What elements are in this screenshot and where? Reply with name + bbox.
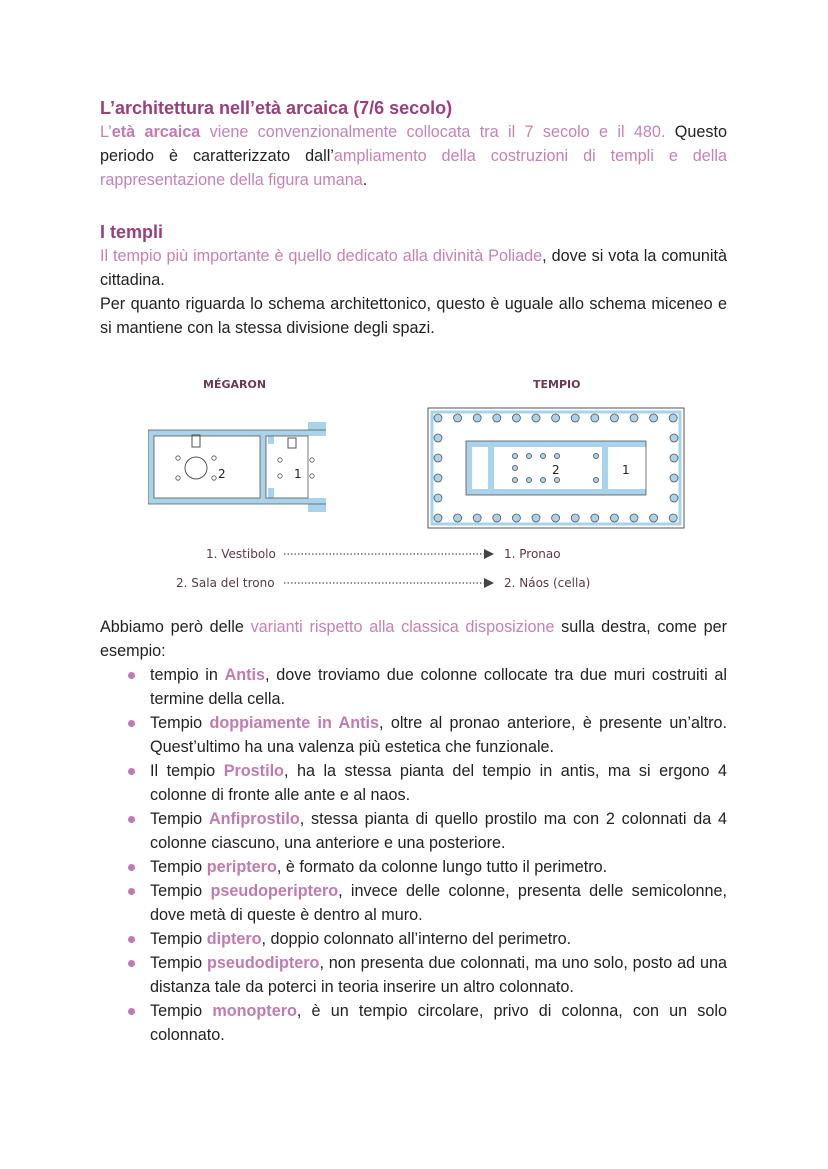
column-icon [434,514,442,522]
text-fragment: L’ [100,123,112,141]
paragraph-schema: Per quanto riguarda lo schema architettonico, questo è uguale allo schema miceneo e si mantiene con la stessa divisione degli spazi. [100,295,727,337]
megaron-title: MÉGARON [203,378,267,391]
column-icon [512,453,517,458]
item-term: diptero [206,930,262,948]
column-icon [591,414,599,422]
item-term: Prostilo [223,762,284,780]
column-icon [554,477,559,482]
list-item [124,999,727,1047]
bullet-icon [128,864,135,871]
section-title-templi: I templi [100,222,164,242]
bullet-icon [128,720,135,727]
column-icon [670,454,678,462]
variant-list [124,663,727,1047]
arrow-head-2 [484,578,494,588]
item-prefix: Tempio [150,930,207,948]
column-icon [526,453,531,458]
column-icon [610,414,618,422]
item-text: , invece delle colonne, presenta delle semicolonne, dove metà di queste è dentro al muro. [150,882,727,924]
column-icon [434,454,442,462]
column-icon [571,414,579,422]
item-prefix: Tempio [150,1002,213,1020]
tempio-plan [428,408,684,528]
item-prefix: Tempio [150,714,210,732]
item-term: Anfiprostilo [208,810,300,828]
column-icon [473,514,481,522]
column-icon [512,514,520,522]
item-text: , dove troviamo due colonne collocate tra due muri costruiti al termine della cella. [150,666,727,708]
column-icon [610,514,618,522]
column-icon [512,414,520,422]
list-item [124,807,727,855]
column-icon [540,453,545,458]
item-text: , è un tempio circolare, privo di colonna, con un solo colonnato. [150,1002,728,1044]
section-varianti [100,615,727,1047]
item-term: pseudodiptero [207,954,320,972]
column-icon [552,414,560,422]
list-item [124,663,727,711]
column-icon [532,514,540,522]
column-icon [434,474,442,482]
column-icon [493,514,501,522]
column-icon [591,514,599,522]
item-term: pseudoperiptero [210,882,339,900]
column-icon [512,465,517,470]
text-fragment: Abbiamo però delle [100,618,251,636]
text-fragment: . [362,171,368,189]
item-prefix: tempio in [150,666,225,684]
item-prefix: Tempio [150,882,211,900]
legend-pronao: 1. Pronao [504,547,561,561]
megaron-tempio-figure [148,372,703,602]
column-icon [630,514,638,522]
item-text: , ha la stessa pianta del tempio in antis, ma si ergono 4 colonne di fronte alle ante e al naos. [150,762,727,804]
item-term: monoptero [212,1002,297,1020]
item-text: , doppio colonnato all’interno del perimetro. [261,930,572,948]
list-item [124,855,727,879]
column-icon [571,514,579,522]
paragraph-varianti [100,615,727,663]
item-prefix: Il tempio [150,762,224,780]
column-icon [434,414,442,422]
column-icon [454,514,462,522]
list-item [124,879,727,927]
bullet-icon [128,768,135,775]
text-fragment: , dove si vota la comunità cittadina. [100,247,728,289]
bullet-icon [128,1008,135,1015]
column-icon [650,414,658,422]
column-icon [670,494,678,502]
column-icon [593,453,598,458]
list-item [124,927,727,951]
text-highlight: varianti rispetto alla classica disposizione [250,618,555,636]
column-icon [532,414,540,422]
item-term: periptero [206,858,277,876]
floor-plan-diagram [148,372,703,602]
list-item [124,759,727,807]
megaron-room-1-label: 1 [294,467,302,481]
tempio-title: TEMPIO [533,378,581,391]
column-icon [434,494,442,502]
bullet-icon [128,888,135,895]
bullet-icon [128,672,135,679]
item-text: , non presenta due colonnati, ma uno solo, posto ad una distanza tale da poterci in teoria inserire un altro colonnato. [150,954,727,996]
column-icon [493,414,501,422]
column-icon [473,414,481,422]
bullet-icon [128,816,135,823]
column-icon [554,453,559,458]
item-term: doppiamente in Antis [209,714,380,732]
text-highlight: ampliamento della costruzioni di templi e della rappresentazione della figura umana [100,147,727,189]
column-icon [670,434,678,442]
column-icon [434,434,442,442]
item-text: , è formato da colonne lungo tutto il perimetro. [276,858,608,876]
column-icon [540,477,545,482]
legend-vestibolo: 1. Vestibolo [206,547,276,561]
item-text: , stessa pianta di quello prostilo ma con 2 colonnati da 4 colonne ciascuno, una anteriore e una posteriore. [150,810,727,852]
tempio-room-2-label: 2 [552,463,560,477]
item-term: Antis [224,666,266,684]
term-eta-arcaica: età arcaica [111,123,201,141]
text-fragment: sulla destra, come per esempio: [100,618,728,660]
column-icon [670,474,678,482]
bullet-icon [128,960,135,967]
text-fragment: viene convenzionalmente collocata tra il 7 secolo e il 480. [200,123,666,141]
section-title-architettura: L’architettura nell’età arcaica (7/6 secolo) [100,98,453,118]
column-icon [669,414,677,422]
megaron-room-2-label: 2 [218,467,226,481]
section-architettura-arcaica [100,96,727,192]
section-templi [100,220,727,340]
column-icon [512,477,517,482]
column-icon [593,477,598,482]
arrow-head-1 [484,549,494,559]
column-icon [454,414,462,422]
legend-naos: 2. Náos (cella) [504,576,591,590]
item-prefix: Tempio [150,858,207,876]
legend-sala-trono: 2. Sala del trono [176,576,275,590]
megaron-plan [148,422,326,512]
column-icon [552,514,560,522]
text-highlight: Il tempio più importante è quello dedicato alla divinità Poliade [100,247,543,265]
item-text: , oltre al pronao anteriore, è presente un’altro. Quest’ultimo ha una valenza più estetica che funzionale. [150,714,727,756]
item-prefix: Tempio [150,810,209,828]
column-icon [526,477,531,482]
item-prefix: Tempio [150,954,208,972]
bullet-icon [128,936,135,943]
list-item [124,711,727,759]
paragraph-tempio-poliade [100,244,727,292]
list-item [124,951,727,999]
tempio-room-1-label: 1 [622,463,630,477]
paragraph-eta-arcaica [100,120,727,192]
column-icon [630,414,638,422]
column-icon [650,514,658,522]
text-fragment: Questo periodo è caratterizzato dall’ [100,123,727,165]
column-icon [669,514,677,522]
